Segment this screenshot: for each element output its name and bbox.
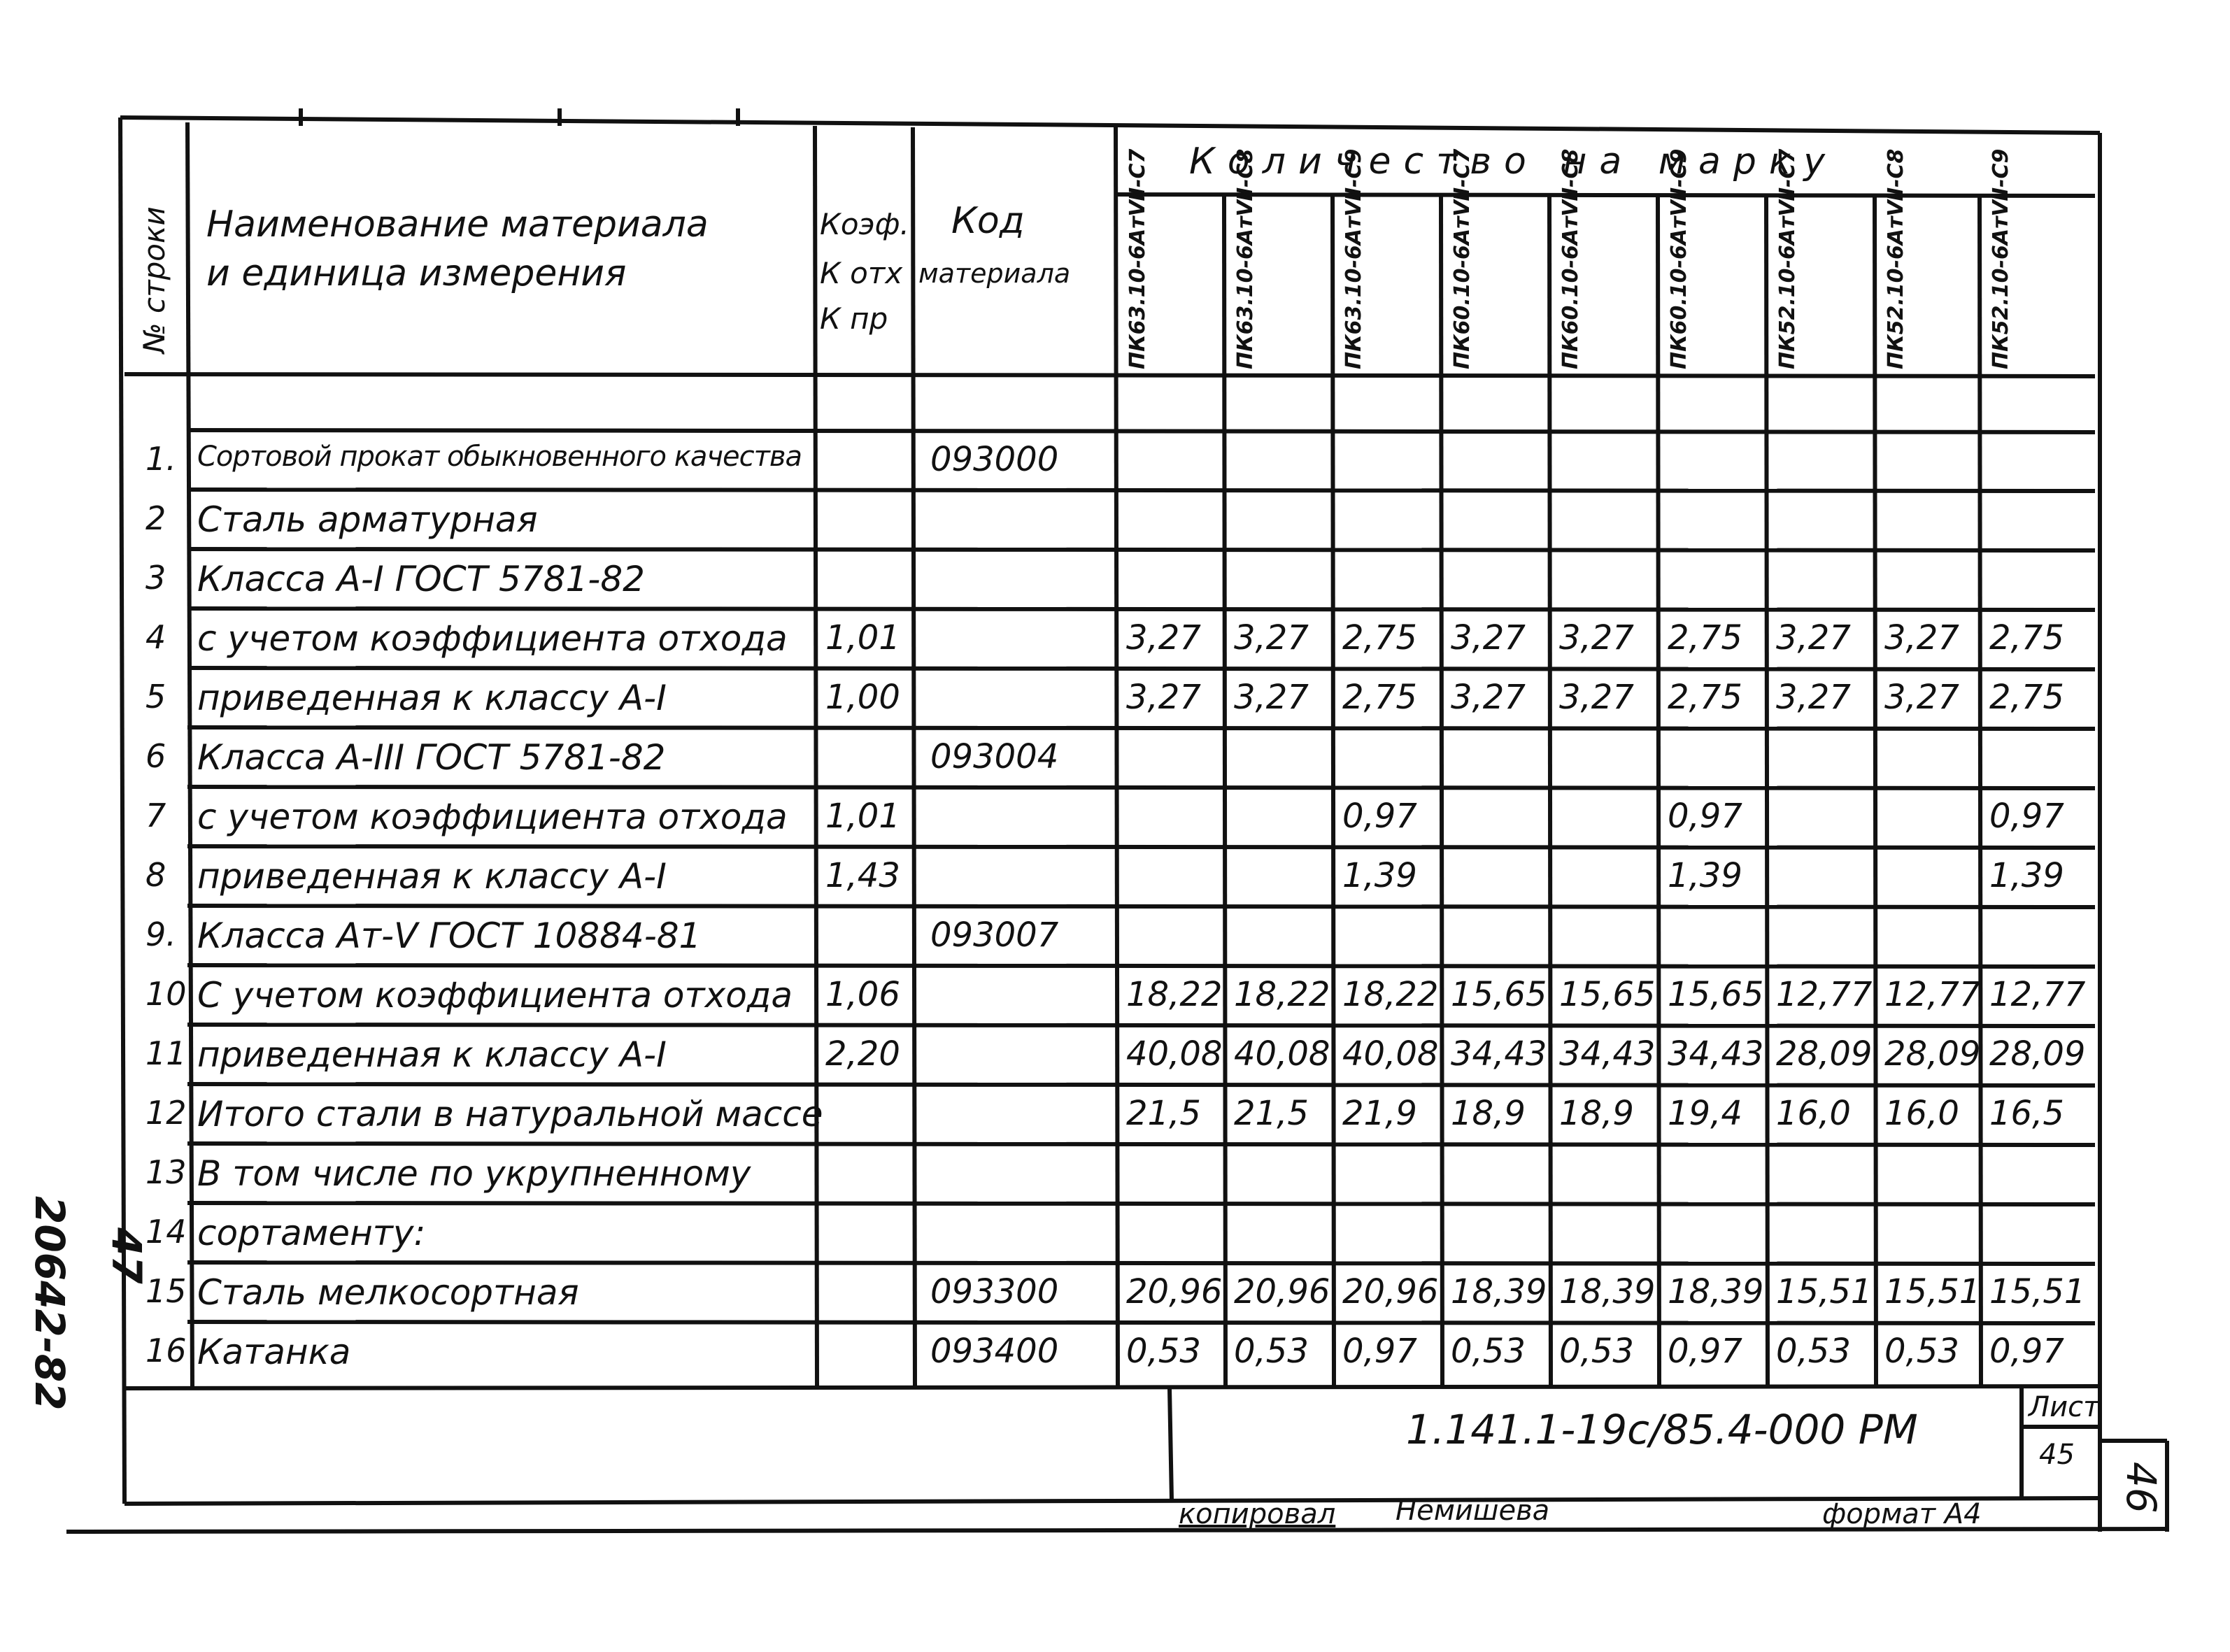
drawing-code: 1.141.1-19с/85.4-000 РМ: [1406, 1406, 1918, 1453]
header-code-line1: Код: [951, 200, 1025, 242]
quantity-cell: 3,27: [1126, 678, 1201, 717]
corner-number: 46: [2117, 1462, 2165, 1514]
quantity-cell: 18,9: [1451, 1094, 1526, 1133]
quantity-cell: 21,5: [1126, 1094, 1201, 1133]
header-coef-line1: Коэф.: [820, 207, 909, 241]
coefficient: 2,20: [825, 1034, 900, 1074]
quantity-cell: 19,4: [1668, 1094, 1742, 1133]
quantity-cell: 2,75: [1342, 678, 1417, 717]
material-name: сортаменту:: [197, 1213, 426, 1253]
quantity-cell: 0,53: [1451, 1332, 1526, 1371]
quantity-cell: 0,97: [1989, 1332, 2064, 1371]
material-name: Класса Ат-V ГОСТ 10884-81: [197, 916, 702, 956]
quantity-cell: 0,53: [1559, 1332, 1634, 1371]
quantity-cell: 18,22: [1126, 975, 1223, 1014]
quantity-cell: 28,09: [1776, 1034, 1873, 1074]
mark-header: ПК63.10-6АтⅦ-С9: [1342, 148, 1366, 369]
quantity-cell: 3,27: [1776, 618, 1851, 657]
row-number: 13: [145, 1153, 187, 1191]
coefficient: 1,01: [825, 797, 900, 836]
quantity-cell: 16,5: [1989, 1094, 2064, 1133]
quantity-cell: 21,9: [1342, 1094, 1417, 1133]
side-page-number: 47: [103, 1227, 150, 1284]
header-name-line1: Наименование материала: [206, 204, 709, 245]
quantity-cell: 18,39: [1668, 1272, 1764, 1311]
quantity-cell: 40,08: [1234, 1034, 1330, 1074]
format-label: формат А4: [1822, 1498, 1982, 1530]
quantity-cell: 2,75: [1342, 618, 1417, 657]
row-number: 14: [145, 1213, 187, 1251]
quantity-cell: 21,5: [1234, 1094, 1309, 1133]
material-code: 093400: [930, 1332, 1059, 1371]
row-number: 1.: [145, 440, 176, 478]
quantity-cell: 18,39: [1559, 1272, 1656, 1311]
row-number: 4: [145, 618, 166, 656]
quantity-cell: 2,75: [1668, 678, 1742, 717]
material-name: с учетом коэффициента отхода: [197, 797, 788, 837]
header-coef-line3: К пр: [820, 301, 888, 336]
row-number: 12: [145, 1094, 187, 1132]
quantity-cell: 3,27: [1884, 678, 1959, 717]
material-name: приведенная к классу А-I: [197, 856, 667, 897]
coefficient: 1,01: [825, 618, 900, 657]
quantity-cell: 1,39: [1668, 856, 1742, 895]
material-name: Класса А-III ГОСТ 5781-82: [197, 737, 666, 778]
mark-header: ПК60.10-6АтⅦ-С8: [1558, 148, 1583, 369]
quantity-cell: 28,09: [1989, 1034, 2086, 1074]
material-name: Катанка: [197, 1332, 351, 1372]
copied-by-label: копировал: [1179, 1498, 1336, 1530]
coefficient: 1,43: [825, 856, 900, 895]
quantity-cell: 0,53: [1126, 1332, 1201, 1371]
quantity-cell: 20,96: [1126, 1272, 1223, 1311]
quantity-cell: 3,27: [1776, 678, 1851, 717]
mark-header: ПК60.10-6АтⅦ-С7: [1450, 148, 1475, 369]
material-code: 093300: [930, 1272, 1059, 1311]
quantity-cell: 0,97: [1668, 797, 1742, 836]
material-name: Итого стали в натуральной массе: [197, 1094, 823, 1134]
quantity-cell: 0,97: [1342, 1332, 1417, 1371]
row-number: 10: [145, 975, 187, 1013]
quantity-cell: 15,51: [1884, 1272, 1981, 1311]
mark-header: ПК52.10-6АтⅦ-С7: [1775, 148, 1800, 369]
quantity-cell: 18,39: [1451, 1272, 1547, 1311]
material-name: Сортовой прокат обыкновенного качества: [197, 441, 802, 473]
row-number: 2: [145, 499, 166, 537]
quantity-cell: 2,75: [1668, 618, 1742, 657]
sheet-label: Лист: [2029, 1391, 2100, 1423]
quantity-cell: 40,08: [1126, 1034, 1223, 1074]
header-coef-line2: К отх: [820, 256, 903, 290]
coefficient: 1,00: [825, 678, 900, 717]
row-number: 16: [145, 1332, 187, 1369]
mark-header: ПК63.10-6АтⅦ-С8: [1233, 148, 1258, 369]
quantity-cell: 15,65: [1559, 975, 1656, 1014]
mark-header: ПК63.10-6АтⅦ-С7: [1125, 148, 1150, 369]
quantity-cell: 18,22: [1342, 975, 1439, 1014]
material-code: 093004: [930, 737, 1059, 776]
quantity-cell: 0,97: [1668, 1332, 1742, 1371]
row-number: 7: [145, 797, 166, 834]
material-name: с учетом коэффициента отхода: [197, 618, 788, 659]
material-name: Сталь арматурная: [197, 499, 538, 540]
quantity-cell: 34,43: [1451, 1034, 1547, 1074]
header-code-line2: материала: [918, 258, 1071, 289]
quantity-cell: 0,53: [1776, 1332, 1851, 1371]
quantity-cell: 18,22: [1234, 975, 1330, 1014]
quantity-cell: 12,77: [1989, 975, 2086, 1014]
quantity-cell: 3,27: [1451, 618, 1526, 657]
quantity-cell: 3,27: [1559, 678, 1634, 717]
quantity-cell: 16,0: [1776, 1094, 1851, 1133]
quantity-cell: 15,51: [1989, 1272, 2086, 1311]
row-number: 15: [145, 1272, 187, 1310]
sheet-number: 45: [2039, 1439, 2075, 1471]
material-code: 093007: [930, 916, 1059, 955]
quantity-cell: 12,77: [1776, 975, 1873, 1014]
quantity-cell: 15,65: [1451, 975, 1547, 1014]
quantity-cell: 2,75: [1989, 678, 2064, 717]
quantity-cell: 15,65: [1668, 975, 1764, 1014]
quantity-cell: 1,39: [1342, 856, 1417, 895]
mark-header: ПК52.10-6АтⅦ-С8: [1884, 148, 1908, 369]
quantity-cell: 20,96: [1234, 1272, 1330, 1311]
material-name: приведенная к классу А-I: [197, 1034, 667, 1075]
quantity-cell: 0,97: [1342, 797, 1417, 836]
quantity-cell: 34,43: [1559, 1034, 1656, 1074]
material-name: Класса А-I ГОСТ 5781-82: [197, 559, 645, 599]
row-number: 8: [145, 856, 166, 894]
quantity-cell: 3,27: [1451, 678, 1526, 717]
quantity-cell: 1,39: [1989, 856, 2064, 895]
quantity-cell: 0,53: [1884, 1332, 1959, 1371]
quantity-cell: 16,0: [1884, 1094, 1959, 1133]
quantity-cell: 3,27: [1559, 618, 1634, 657]
quantity-cell: 34,43: [1668, 1034, 1764, 1074]
row-number: 11: [145, 1034, 187, 1072]
quantity-cell: 12,77: [1884, 975, 1981, 1014]
quantity-cell: 0,53: [1234, 1332, 1309, 1371]
row-number: 9.: [145, 916, 176, 953]
row-number: 3: [145, 559, 166, 597]
quantity-cell: 3,27: [1234, 678, 1309, 717]
quantity-cell: 3,27: [1126, 618, 1201, 657]
side-archive-number: 20642-82: [26, 1196, 73, 1411]
material-name: В том числе по укрупненному: [197, 1153, 751, 1194]
material-name: приведенная к классу А-I: [197, 678, 667, 718]
quantity-cell: 15,51: [1776, 1272, 1873, 1311]
header-row-number: № строки: [137, 206, 171, 353]
header-qty-title: Количество на марку: [1189, 141, 1838, 183]
header-name-line2: и единица измерения: [206, 252, 627, 294]
quantity-cell: 20,96: [1342, 1272, 1439, 1311]
row-number: 5: [145, 678, 166, 715]
quantity-cell: 3,27: [1234, 618, 1309, 657]
mark-header: ПК60.10-6АтⅦ-С9: [1667, 148, 1691, 369]
quantity-cell: 40,08: [1342, 1034, 1439, 1074]
copied-by-name: Немишева: [1395, 1495, 1550, 1527]
quantity-cell: 28,09: [1884, 1034, 1981, 1074]
row-number: 6: [145, 737, 166, 775]
material-name: Сталь мелкосортная: [197, 1272, 579, 1313]
quantity-cell: 2,75: [1989, 618, 2064, 657]
quantity-cell: 0,97: [1989, 797, 2064, 836]
mark-header: ПК52.10-6АтⅦ-С9: [1989, 148, 2013, 369]
coefficient: 1,06: [825, 975, 900, 1014]
quantity-cell: 18,9: [1559, 1094, 1634, 1133]
quantity-cell: 3,27: [1884, 618, 1959, 657]
material-name: С учетом коэффициента отхода: [197, 975, 793, 1016]
material-code: 093000: [930, 440, 1059, 479]
